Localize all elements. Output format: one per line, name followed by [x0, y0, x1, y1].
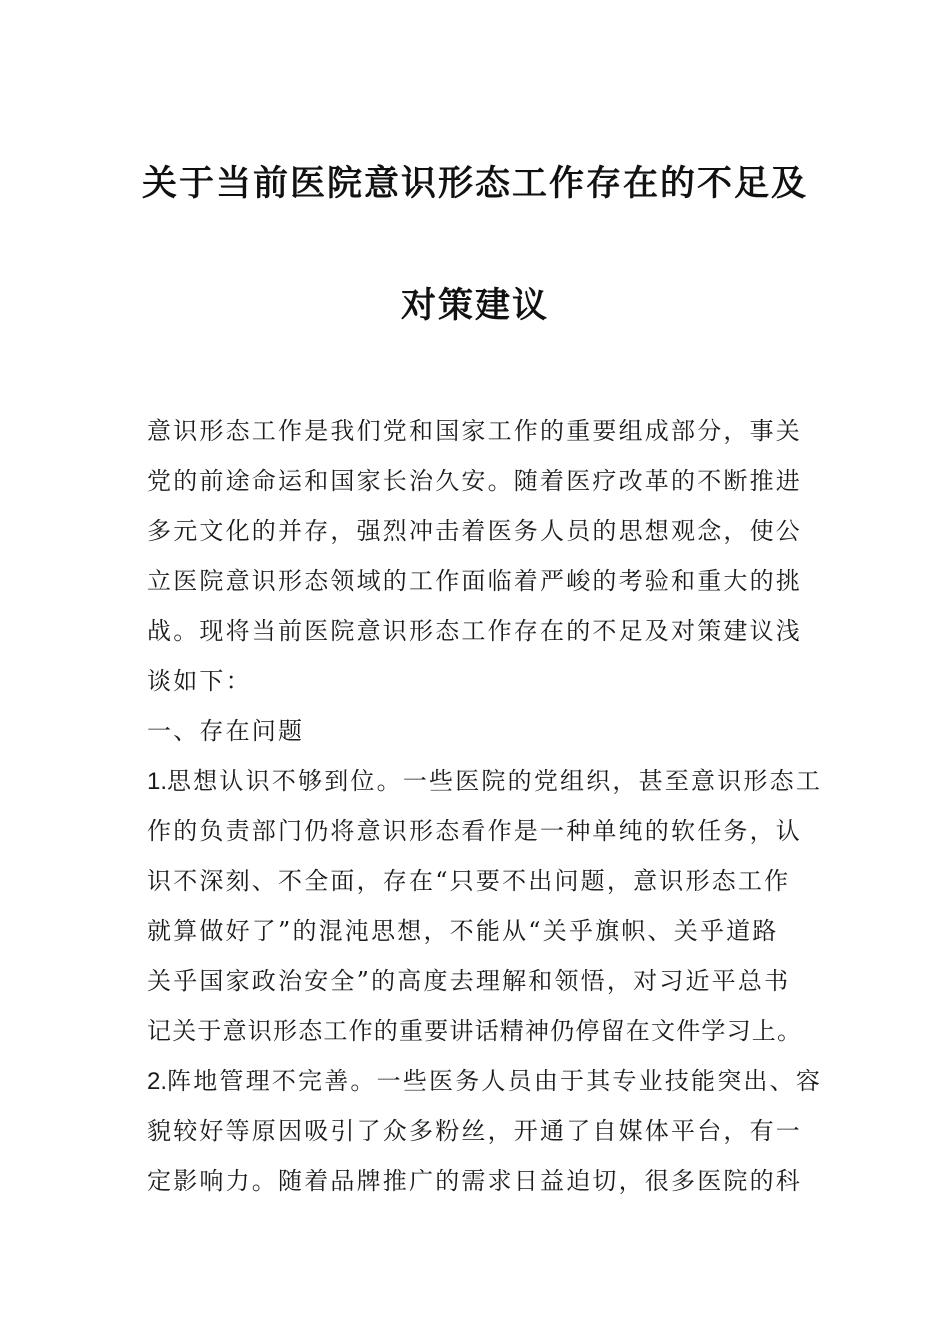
item-2-text: 阵地管理不完善。一些医务人员由于其专业技能突出、容: [167, 1067, 823, 1095]
item-2-line: 貌较好等原因吸引了众多粉丝，开通了自媒体平台，有一: [147, 1117, 802, 1145]
document-title-line-1: 关于当前医院意识形态工作存在的不足及: [141, 163, 808, 204]
item-2-number: 2.: [147, 1068, 168, 1095]
item-1-line: 记关于意识形态工作的重要讲话精神仍停留在文件学习上。: [147, 1017, 803, 1045]
item-1-line: 作的负责部门仍将意识形态看作是一种单纯的软任务，认: [147, 817, 802, 845]
item-1-line: 识不深刻、不全面，存在“只要不出问题，意识形态工作: [147, 867, 791, 895]
item-1-first-line: [147, 756, 823, 806]
document-body: [147, 406, 823, 1206]
intro-line: 意识形态工作是我们党和国家工作的重要组成部分，事关: [147, 417, 802, 445]
item-1-text: 思想认识不够到位。一些医院的党组织，甚至意识形态工: [167, 767, 823, 795]
intro-line: 党的前途命运和国家长治久安。随着医疗改革的不断推进: [147, 467, 802, 495]
item-2-line: 定影响力。随着品牌推广的需求日益迫切，很多医院的科: [147, 1167, 802, 1195]
intro-line: 立医院意识形态领域的工作面临着严峻的考验和重大的挑: [147, 567, 802, 595]
item-1-number: 1.: [147, 768, 168, 795]
item-1-line: 关乎国家政治安全”的高度去理解和领悟，对习近平总书: [147, 967, 791, 995]
document-title-line-2: 对策建议: [400, 285, 549, 326]
item-1-line: 就算做好了”的混沌思想，不能从“关乎旗帜、关乎道路: [147, 917, 779, 945]
intro-line: 多元文化的并存，强烈冲击着医务人员的思想观念，使公: [147, 517, 802, 545]
intro-line: 战。现将当前医院意识形态工作存在的不足及对策建议浅: [147, 617, 802, 645]
section-heading: 一、存在问题: [147, 717, 305, 745]
intro-line: 谈如下：: [147, 667, 252, 695]
item-2-first-line: [147, 1056, 823, 1106]
